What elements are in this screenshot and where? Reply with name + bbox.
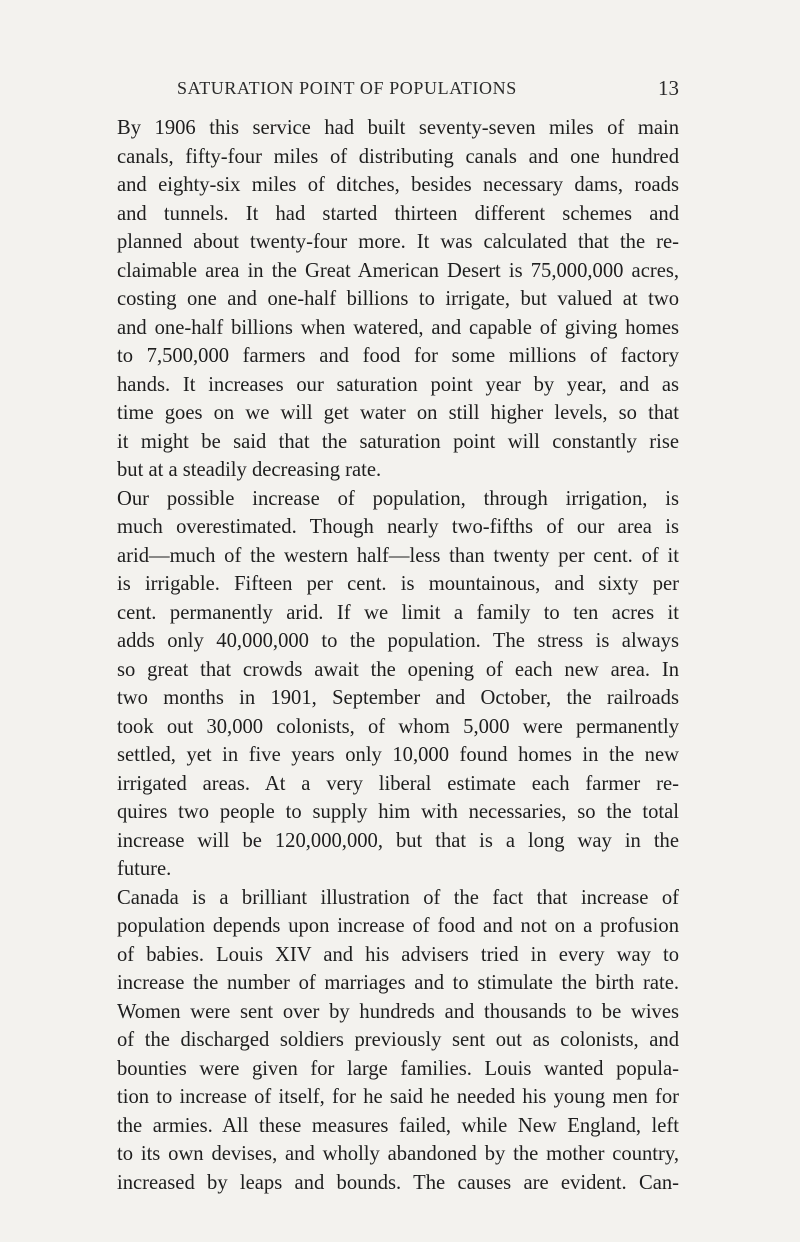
text-line: is irrigable. Fifteen per cent. is mountainous, and sixty per bbox=[117, 573, 679, 595]
text-line: and eighty-six miles of ditches, besides necessary dams, roads bbox=[117, 174, 679, 196]
running-title: SATURATION POINT OF POPULATIONS bbox=[177, 78, 517, 98]
text-line: Canada is a brilliant illustration of the fact that increase of bbox=[117, 886, 679, 909]
text-line: the armies. All these measures failed, while New England, left bbox=[117, 1114, 679, 1137]
page-number: 13 bbox=[658, 76, 679, 100]
text-line: hands. It increases our saturation point year by year, and as bbox=[117, 373, 679, 396]
text-line: so great that crowds await the opening of each new area. In bbox=[117, 658, 679, 681]
text-line: cent. permanently arid. If we limit a family to ten acres it bbox=[117, 601, 679, 624]
text-line: tion to increase of itself, for he said he needed his young men for bbox=[117, 1086, 679, 1108]
text-line: arid—much of the western half—less than twenty per cent. of it bbox=[117, 544, 679, 567]
text-line: increased by leaps and bounds. The causes are evident. Can- bbox=[117, 1171, 679, 1194]
text-line: and tunnels. It had started thirteen different schemes and bbox=[117, 202, 679, 225]
body-text bbox=[117, 114, 679, 1197]
text-line: irrigated areas. At a very liberal estimate each farmer re- bbox=[117, 772, 679, 795]
text-line: to its own devises, and wholly abandoned by the mother country, bbox=[117, 1143, 679, 1165]
text-line: much overestimated. Though nearly two-fifths of our area is bbox=[117, 516, 679, 538]
text-line: increase the number of marriages and to stimulate the birth rate. bbox=[117, 972, 679, 994]
text-line: time goes on we will get water on still higher levels, so that bbox=[117, 402, 679, 424]
text-line: it might be said that the saturation point will constantly rise bbox=[117, 430, 679, 453]
text-line: claimable area in the Great American Desert is 75,000,000 acres, bbox=[117, 259, 679, 282]
text-line: two months in 1901, September and October, the railroads bbox=[117, 687, 679, 709]
text-line: bounties were given for large families. Louis wanted popula- bbox=[117, 1057, 679, 1080]
text-line: planned about twenty-four more. It was calculated that the re- bbox=[117, 231, 679, 253]
text-line: Our possible increase of population, through irrigation, is bbox=[117, 487, 679, 510]
text-line: canals, fifty-four miles of distributing canals and one hundred bbox=[117, 145, 679, 168]
text-line: of the discharged soldiers previously sent out as colonists, and bbox=[117, 1029, 679, 1051]
text-line: population depends upon increase of food and not on a profusion bbox=[117, 915, 679, 937]
text-line: settled, yet in five years only 10,000 found homes in the new bbox=[117, 744, 679, 766]
text-line: adds only 40,000,000 to the population. The stress is always bbox=[117, 630, 679, 652]
text-line: and one-half billions when watered, and capable of giving homes bbox=[117, 316, 679, 339]
text-line: By 1906 this service had built seventy-seven miles of main bbox=[117, 117, 679, 139]
page-header bbox=[117, 78, 679, 102]
text-line: Women were sent over by hundreds and thousands to be wives bbox=[117, 1000, 679, 1023]
text-line: took out 30,000 colonists, of whom 5,000 were permanently bbox=[117, 715, 679, 738]
text-line: costing one and one-half billions to irrigate, but valued at two bbox=[117, 288, 679, 310]
text-line: quires two people to supply him with necessaries, so the total bbox=[117, 801, 679, 823]
text-line: future. bbox=[117, 858, 172, 880]
text-line: but at a steadily decreasing rate. bbox=[117, 459, 382, 481]
text-line: of babies. Louis XIV and his advisers tried in every way to bbox=[117, 943, 679, 966]
text-line: to 7,500,000 farmers and food for some millions of factory bbox=[117, 345, 679, 367]
text-line: increase will be 120,000,000, but that is a long way in the bbox=[117, 829, 679, 852]
